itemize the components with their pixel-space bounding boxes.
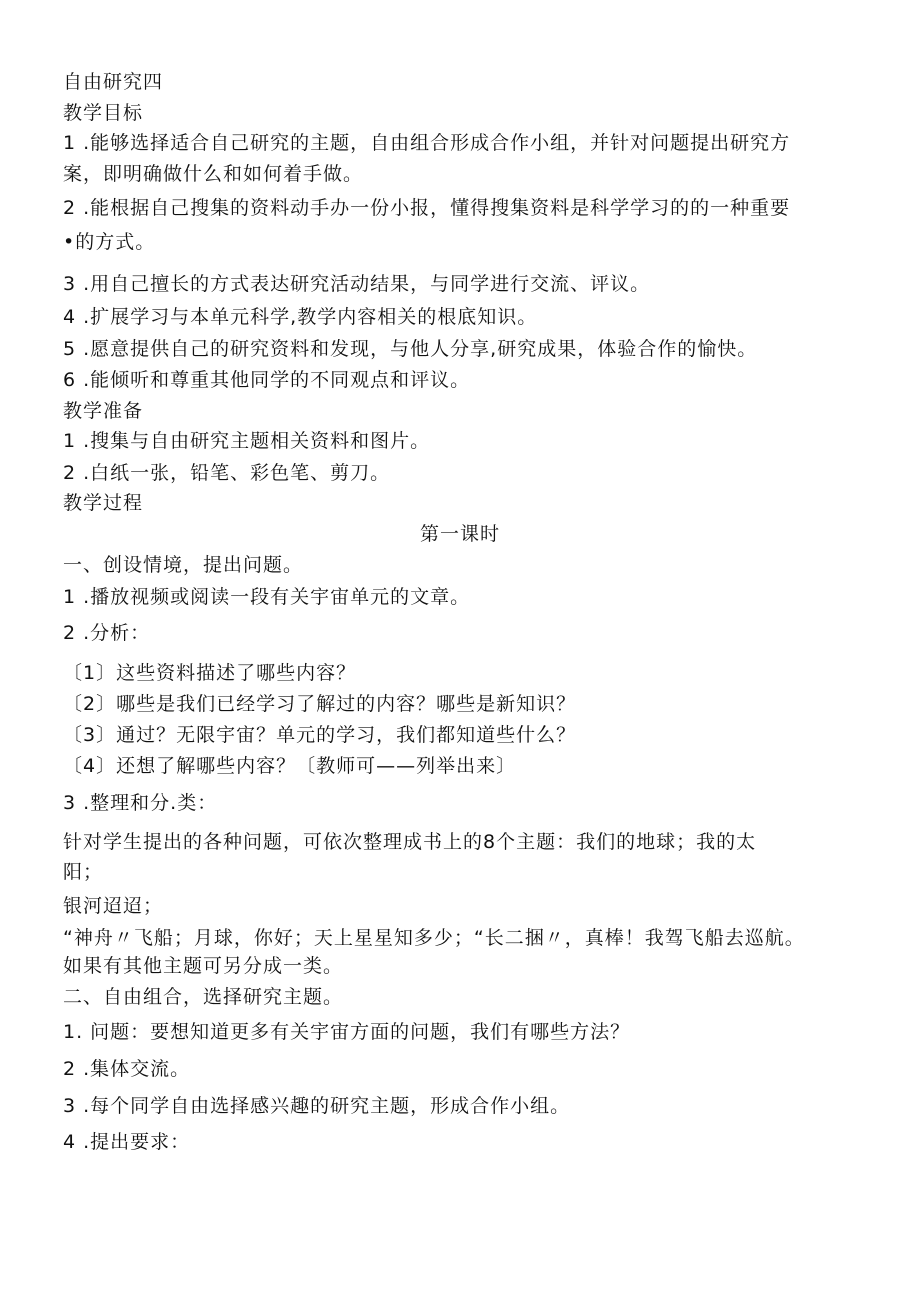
goal-line: 5 .愿意提供自己的研究资料和发现，与他人分享,研究成果，体验合作的愉快。 <box>63 338 758 360</box>
goal-line: •的方式。 <box>63 231 156 253</box>
goal-line: 案，即明确做什么和如何着手做。 <box>63 163 364 185</box>
section2-heading: 二、自由组合，选择研究主题。 <box>63 986 344 1008</box>
section1-line: 〔1〕这些资料描述了哪些内容？ <box>63 662 357 684</box>
section1-line: 〔3〕通过？无限宇宙？单元的学习，我们都知道些什么？ <box>63 724 577 746</box>
goal-line: 2 .能根据自己搜集的资料动手办一份小报，懂得搜集资料是科学学习的的一种重要 <box>63 197 791 219</box>
prep-line: 1 .搜集与自由研究主题相关资料和图片。 <box>63 430 431 452</box>
section1-line: “神舟〃飞船；月球，你好；天上星星知多少；“长二捆〃，真棒！我驾飞船去巡航。 <box>63 927 805 949</box>
section1-heading: 一、创设情境，提出问题。 <box>63 554 304 576</box>
section1-line: 3 .整理和分.类： <box>63 792 218 814</box>
goal-line: 3 .用自己擅长的方式表达研究活动结果，与同学进行交流、评议。 <box>63 273 651 295</box>
goal-line: 6 .能倾听和尊重其他同学的不同观点和评议。 <box>63 369 471 391</box>
section2-line: 3 .每个同学自由选择感兴趣的研究主题，形成合作小组。 <box>63 1095 571 1117</box>
goal-line: 1 .能够选择适合自己研究的主题，自由组合形成合作小组，并针对问题提出研究方 <box>63 132 791 154</box>
document-title: 自由研究四 <box>63 71 164 93</box>
section2-line: 1. 问题：要想知道更多有关宇宙方面的问题，我们有哪些方法？ <box>63 1021 631 1043</box>
section1-line: 针对学生提出的各种问题，可依次整理成书上的8个主题：我们的地球；我的太 <box>63 831 757 853</box>
section1-line: 〔2〕哪些是我们已经学习了解过的内容？哪些是新知识？ <box>63 693 577 715</box>
prep-line: 2 .白纸一张，铅笔、彩色笔、剪刀。 <box>63 462 391 484</box>
section1-line: 〔4〕还想了解哪些内容？〔教师可——列举出来〕 <box>63 755 517 777</box>
prep-heading: 教学准备 <box>63 400 144 422</box>
section2-line: 2 .集体交流。 <box>63 1058 191 1080</box>
lesson-title: 第一课时 <box>419 523 500 545</box>
section1-line: 阳； <box>63 861 104 883</box>
section1-line: 2 .分析： <box>63 622 151 644</box>
goal-line: 4 .扩展学习与本单元科学,教学内容相关的根底知识。 <box>63 306 538 328</box>
process-heading: 教学过程 <box>63 492 144 514</box>
section2-line: 4 .提出要求： <box>63 1131 191 1153</box>
goals-heading: 教学目标 <box>63 102 144 124</box>
section1-line: 1 .播放视频或阅读一段有关宇宙单元的文章。 <box>63 586 471 608</box>
section1-line: 如果有其他主题可另分成一类。 <box>63 955 344 977</box>
section1-line: 银河迢迢； <box>63 895 164 917</box>
